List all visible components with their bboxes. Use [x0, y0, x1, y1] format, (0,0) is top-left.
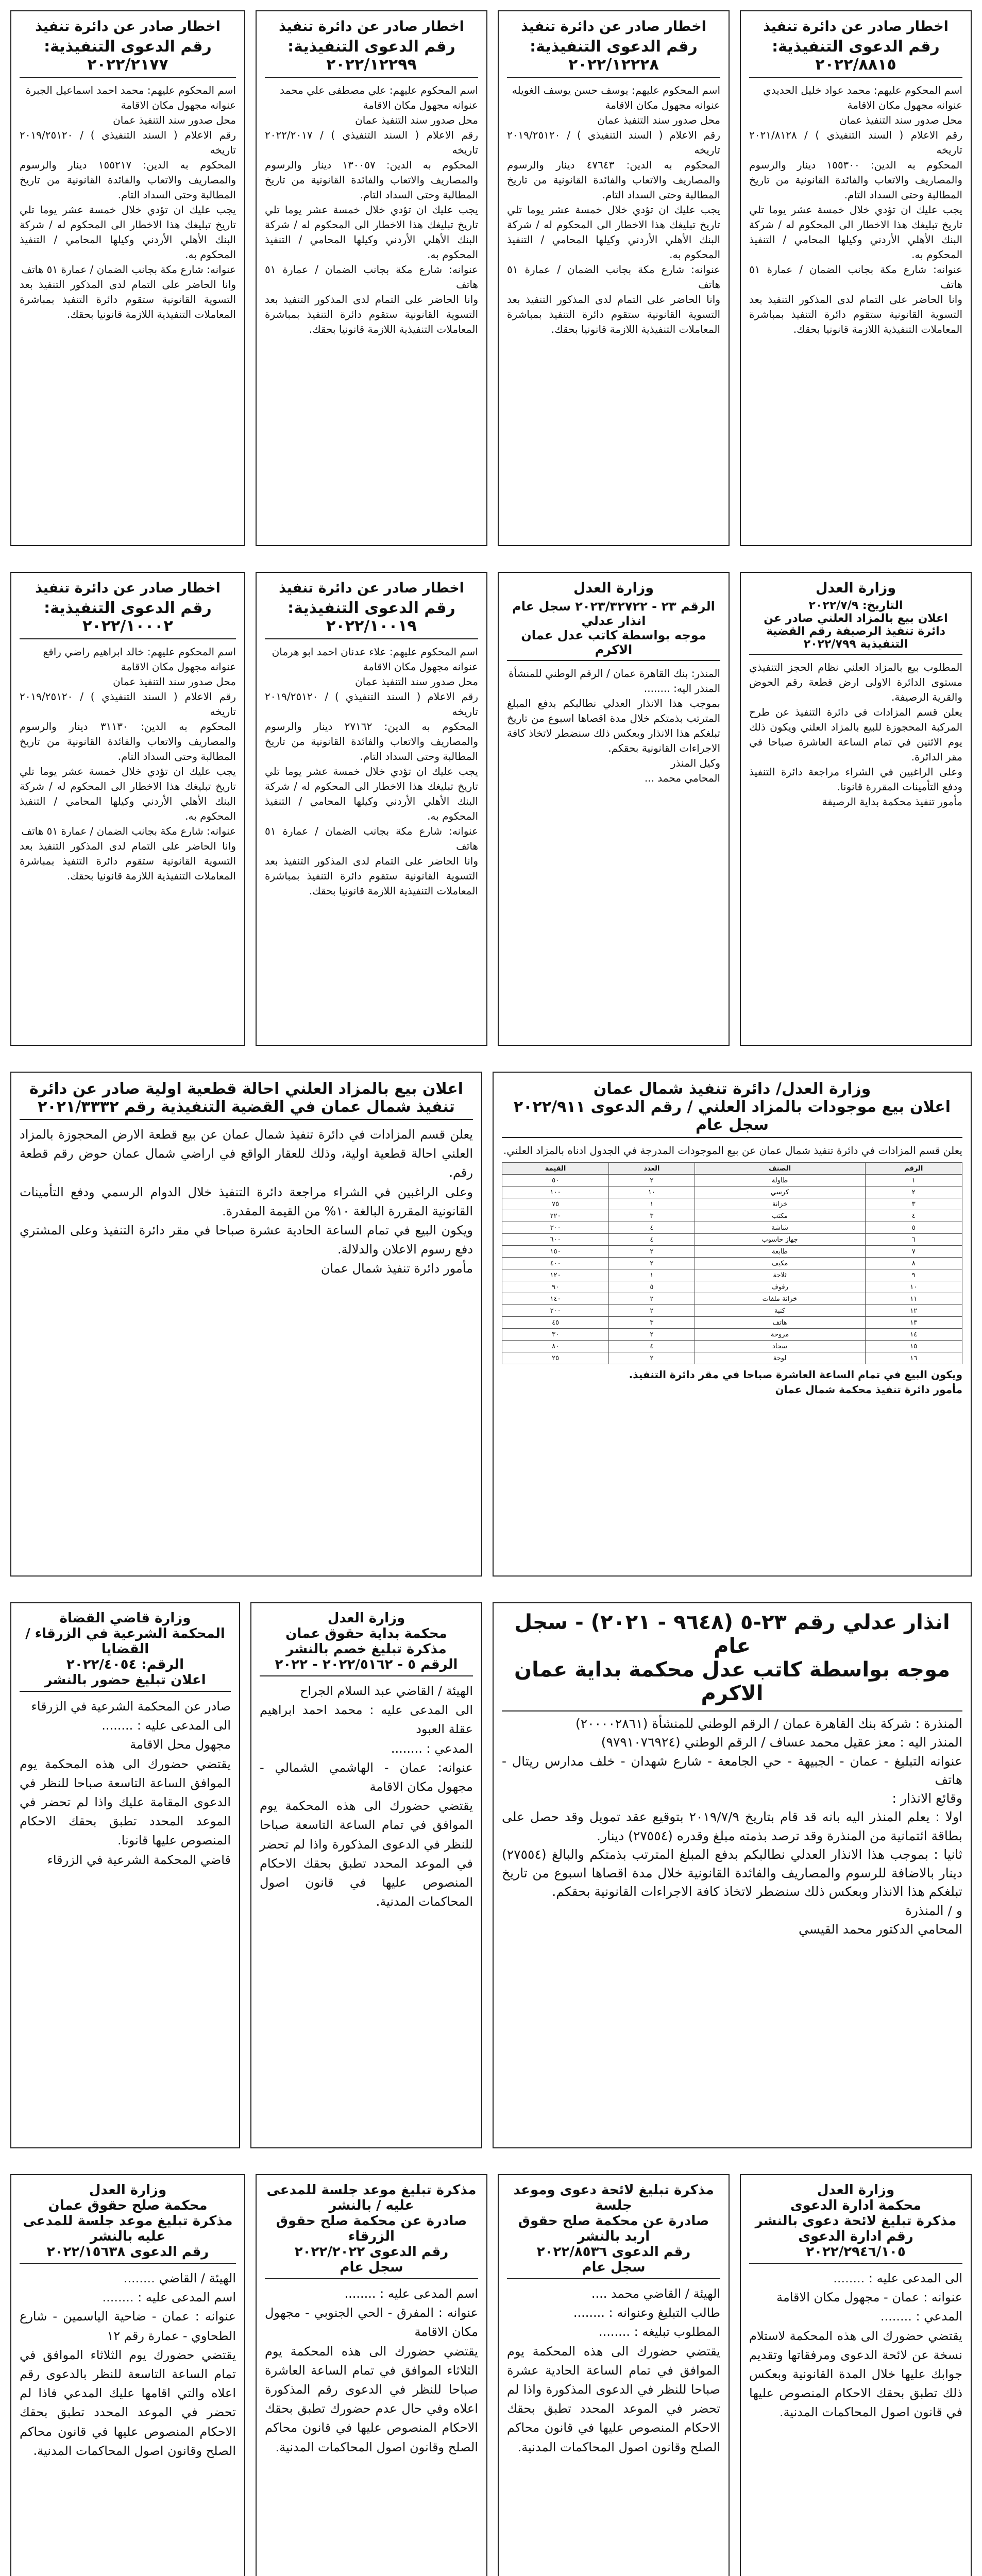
table-row — [502, 1198, 962, 1210]
table-header: العدد — [609, 1163, 695, 1175]
notice-title: وزارة العدل محكمة ادارة الدعوى مذكرة تبليغ لائحة دعوى بالنشر رقم ادارة الدعوى ٢٠٢٢/٢٩٤٦/١٠٥ — [749, 2182, 962, 2264]
table-row — [502, 1293, 962, 1305]
notice-title: وزارة العدل محكمة صلح حقوق عمان مذكرة تبليغ موعد جلسة للمدعى عليه بالنشر رقم الدعوى ٢٠٢٢/١٥٦٣٨ — [20, 2182, 236, 2264]
table-cell: سجاد — [695, 1341, 865, 1352]
table-cell: ٤ — [609, 1234, 695, 1246]
auction-footer: ويكون البيع في تمام الساعة العاشرة صباحا في مقر دائرة التنفيذ. مأمور دائرة تنفيذ محكمة شمال عمان — [629, 1368, 962, 1396]
table-cell: ٣٠ — [502, 1329, 609, 1341]
notice-r1-c4 — [10, 10, 245, 546]
table-cell: ٢٢٠ — [502, 1210, 609, 1222]
notice-r1-c1 — [740, 10, 972, 546]
table-cell: ٥٠ — [502, 1175, 609, 1187]
table-cell: ٢ — [609, 1293, 695, 1305]
table-cell: خزانة — [695, 1198, 865, 1210]
table-row — [502, 1210, 962, 1222]
table-header: القيمة — [502, 1163, 609, 1175]
table-cell: ١٥ — [865, 1341, 962, 1352]
notice-body: اسم المحكوم عليهم: علاء عدنان احمد ابو هرمان عنوانه مجهول مكان الاقامة محل صدور سند التنفيذ عمان رقم الاعلام ( السند التنفيذي ) / ٢٠١٩/٢٥١٢٠ تاريخه المحكوم به الدين: ٢٧١٦٢ دينار والرسوم والمصاريف والاتعاب والفائدة القانونية من تاريخ المطالبة وحتى السداد التام. يجب عليك ان تؤدي خلال خمسة عشر يوما تلي تاريخ تبليغك هذا الاخطار الى المحكوم له / شركة البنك الأهلي الأردني وكيلها المحامي / التنفيذ المحكوم به. عنوانه: شارع مكة بجانب الضمان / عمارة ٥١ هاتف وانا الحاضر على التمام لدى المذكور التنفيذ بعد التسوية القانونية ستقوم دائرة التنفيذ بمباشرة المعاملات التنفيذية اللازمة قانونيا بحقك. — [265, 646, 479, 897]
table-cell: ١٠ — [609, 1187, 695, 1198]
table-cell: مكتب — [695, 1210, 865, 1222]
table-cell: رفوف — [695, 1281, 865, 1293]
table-row — [502, 1352, 962, 1364]
table-cell: ١٠٠ — [502, 1187, 609, 1198]
notice-header: وزارة العدل — [815, 580, 896, 596]
notice-title: مذكرة تبليغ موعد جلسة للمدعى عليه / بالنشر صادرة عن محكمة صلح حقوق الزرقاء رقم الدعوى ٢٠٢٢/٢٠٢٢ سجل عام — [265, 2182, 478, 2279]
notice-body: الهيئة / القاضي محمد .... طالب التبليغ وعنوانه : ........ المطلوب تبليغه : ........ يقتضي حضورك الى هذه المحكمة يوم الموافق في تمام الساعة الحادية عشرة صباحا للنظر في الدعوى المذكورة واذا لم تحضر في الموعد المحدد تطبق بحقك الاحكام المنصوص عليها في قانون محاكم الصلح وقانون اصول المحاكمات المدنية. — [507, 2286, 720, 2454]
sharia-court-notice — [10, 1602, 240, 2148]
notice-title: رقم الدعوى التنفيذية: ٢٠٢٢/١٢٢٩٩ — [265, 38, 478, 78]
notice-body: اسم المدعى عليه : ........ عنوانه : المفرق - الحي الجنوبي - مجهول مكان الاقامة يقتضي حضورك الى هذه المحكمة يوم الثلاثاء الموافق في تمام الساعة العاشرة صباحا للنظر في الدعوى رقم المذكورة اعلاه وفي حال عدم حضورك تطبق بحقك الاحكام المنصوص عليها في قانون محاكم الصلح وقانون اصول المحاكمات المدنية. — [265, 2286, 478, 2454]
table-cell: ١٠ — [865, 1281, 962, 1293]
table-cell: ١٢ — [865, 1305, 962, 1317]
table-cell: كرسي — [695, 1187, 865, 1198]
table-cell: ١٤٠ — [502, 1293, 609, 1305]
warning-title: انذار عدلي رقم ٢٣-٥ (٩٦٤٨ - ٢٠٢١) - سجل عام موجه بواسطة كاتب عدل محكمة بداية عمان الاكرم — [502, 1611, 962, 1711]
table-cell: ٩ — [865, 1269, 962, 1281]
table-cell: ١ — [609, 1198, 695, 1210]
notice-r5-c2 — [498, 2174, 730, 2576]
notice-title: رقم الدعوى التنفيذية: ٢٠٢٢/١٠٠١٩ — [265, 599, 478, 639]
auction-title: وزارة العدل/ دائرة تنفيذ شمال عمان اعلان بيع موجودات بالمزاد العلني / رقم الدعوى ٢٠٢٢/٩١١ سجل عام — [502, 1080, 962, 1138]
notice-r2-c2 — [498, 572, 730, 1046]
notice-r5-c1 — [740, 2174, 972, 2576]
table-row — [502, 1305, 962, 1317]
notice-header: اخطار صادر عن دائرة تنفيذ — [35, 580, 221, 596]
table-cell: ٢ — [609, 1246, 695, 1258]
court-notice-mid — [250, 1602, 482, 2148]
table-cell: جهاز حاسوب — [695, 1234, 865, 1246]
table-row — [502, 1317, 962, 1329]
table-cell: ٤ — [609, 1222, 695, 1234]
table-cell: ١٦ — [865, 1352, 962, 1364]
court-title: وزارة العدل محكمة بداية حقوق عمان مذكرة تبليغ خصم بالنشر الرقم ٥ - ٢٠٢٢/٥١٦٢ - ٢٠٢٢ — [260, 1611, 473, 1676]
table-cell: ٢ — [609, 1175, 695, 1187]
notice-title: رقم الدعوى التنفيذية: ٢٠٢٢/٨٨١٥ — [749, 38, 962, 78]
table-header: الرقم — [865, 1163, 962, 1175]
notice-r2-c4 — [10, 572, 245, 1046]
table-cell: ٤ — [609, 1341, 695, 1352]
table-cell: ٢ — [865, 1187, 962, 1198]
notice-r1-c3 — [256, 10, 487, 546]
table-cell: ثلاجة — [695, 1269, 865, 1281]
notice-body: المطلوب بيع بالمزاد العلني نظام الحجز التنفيذي مستوى الدائرة الاولى ارض قطعة رقم الحوض والقرية الرصيفة. يعلن قسم المزادات في دائرة التنفيذ عن طرح المركبة المحجوزة للبيع بالمزاد العلني ويكون ذلك يوم الاثنين في تمام الساعة العاشرة صباحا في مقر الدائرة. وعلى الراغبين في الشراء مراجعة دائرة التنفيذ ودفع التأمينات المقررة قانونا. مأمور تنفيذ محكمة بداية الرصيفة — [749, 661, 962, 808]
table-cell: ٦ — [865, 1234, 962, 1246]
table-cell: ٨ — [865, 1258, 962, 1269]
table-cell: ١ — [865, 1175, 962, 1187]
notice-header: اخطار صادر عن دائرة تنفيذ — [521, 19, 706, 35]
table-cell: لوحة — [695, 1352, 865, 1364]
notice-body: اسم المحكوم عليهم: خالد ابراهيم راضي رافع عنوانه مجهول مكان الاقامة محل صدور سند التنفيذ عمان رقم الاعلام ( السند التنفيذي ) / ٢٠١٩/٢٥١٢٠ تاريخه المحكوم به الدين: ٣١١٣٠ دينار والرسوم والمصاريف والاتعاب والفائدة القانونية من تاريخ المطالبة وحتى السداد التام. يجب عليك ان تؤدي خلال خمسة عشر يوما تلي تاريخ تبليغك هذا الاخطار الى المحكوم له / شركة البنك الأهلي الأردني وكيلها المحامي / التنفيذ المحكوم به. عنوانه: شارع مكة بجانب الضمان / عمارة ٥١ هاتف وانا الحاضر على التمام لدى المذكور التنفيذ بعد التسوية القانونية ستقوم دائرة التنفيذ بمباشرة المعاملات التنفيذية اللازمة قانونيا بحقك. — [20, 646, 236, 882]
warning-body: المنذرة : شركة بنك القاهرة عمان / الرقم الوطني للمنشأة (٢٠٠٠٠٢٨٦١) المنذر اليه : معز عقيل محمد عساف / الرقم الوطني (٩٧٩١٠٧٦٩٢٤) عنوانه التبليغ - عمان - الجبيهة - حي الجامعة - شارع شهدان - خلف مدارس ريتال - هاتف وقائع الانذار : اولا : يعلم المنذر اليه بانه قد قام بتاريخ ٢٠١٩/٧/٩ بتوقيع عقد تمويل وقد حصل على بطاقة ائتمانية من المنذرة وقد ترصد بذمته مبلغ وقدره (٢٧٥٥٤) دينار. ثانيا : بموجب هذا الانذار العدلي نطالبكم بدفع المبلغ المترتب بذمتكم والبالغ (٢٧٥٥٤) دينار بالاضافة للرسوم والمصاريف والفائدة القانونية خلال مدة اقصاها اسبوع من تاريخ تبلغكم هذا الانذار وبعكس ذلك سنضطر لاتخاذ كافة الاجراءات القانونية بحقكم. و / المنذرة المحامي الدكتور محمد القيسي — [502, 1716, 963, 1937]
table-cell: مكيف — [695, 1258, 865, 1269]
legal-warning-notice — [493, 1602, 972, 2148]
table-cell: خزانة ملفات — [695, 1293, 865, 1305]
sharia-body: صادر عن المحكمة الشرعية في الزرقاء الى المدعى عليه : ........ مجهول محل الاقامة يقتضي حضورك الى هذه المحكمة يوم الموافق الساعة التاسعة صباحا للنظر في الدعوى المقامة عليك واذا لم تحضر في الموعد المحدد تطبق بحقك الاحكام المنصوص عليها قانونا. قاضي المحكمة الشرعية في الزرقاء — [20, 1699, 231, 1867]
table-row — [502, 1175, 962, 1187]
notice-header: اخطار صادر عن دائرة تنفيذ — [279, 19, 464, 35]
table-cell: ٣ — [609, 1317, 695, 1329]
table-cell: ١١ — [865, 1293, 962, 1305]
table-cell: ٥ — [865, 1222, 962, 1234]
table-cell: ٤ — [865, 1210, 962, 1222]
table-cell: ٩٠ — [502, 1281, 609, 1293]
table-cell: ٥ — [609, 1281, 695, 1293]
table-row — [502, 1222, 962, 1234]
table-cell: كنبة — [695, 1305, 865, 1317]
table-row — [502, 1329, 962, 1341]
notice-body: اسم المحكوم عليهم: يوسف حسن يوسف الغويله عنوانه مجهول مكان الاقامة محل صدور سند التنفيذ عمان رقم الاعلام ( السند التنفيذي ) / ٢٠١٩/٢٥١٢٠ تاريخه المحكوم به الدين: ٤٧٦٤٣ دينار والرسوم والمصاريف والاتعاب والفائدة القانونية من تاريخ المطالبة وحتى السداد التام. يجب عليك ان تؤدي خلال خمسة عشر يوما تلي تاريخ تبليغك هذا الاخطار الى المحكوم له / شركة البنك الأهلي الأردني وكيلها المحامي / التنفيذ المحكوم به. عنوانه: شارع مكة بجانب الضمان / عمارة ٥١ هاتف وانا الحاضر على التمام لدى المذكور التنفيذ بعد التسوية القانونية ستقوم دائرة التنفيذ بمباشرة المعاملات التنفيذية اللازمة قانونيا بحقك. — [507, 84, 721, 335]
notice-body: الى المدعى عليه : ........ عنوانه : عمان - مجهول مكان الاقامة المدعي : ........ يقتضي حضورك الى هذه المحكمة لاستلام نسخة عن لائحة الدعوى ومرفقاتها وتقديم جوابك عليها خلال المدة القانونية وبعكس ذلك تطبق بحقك الاحكام المنصوص عليها في قانون اصول المحاكمات المدنية. — [749, 2271, 962, 2420]
notice-r5-c4 — [10, 2174, 245, 2576]
notice-body: المنذر: بنك القاهرة عمان / الرقم الوطني للمنشأة المنذر اليه: ........ بموجب هذا الانذار العدلي نطالبكم بدفع المبلغ المترتب بذمتكم خلال مدة اقصاها اسبوع من تاريخ تبلغكم هذا الانذار وبعكس ذلك سنضطر لاتخاذ كافة الاجراءات القانونية بحقكم. وكيل المنذر المحامي محمد ... — [507, 667, 720, 784]
notice-r2-c1 — [740, 572, 972, 1046]
notice-r2-c3 — [256, 572, 487, 1046]
notice-body: اسم المحكوم عليهم: علي مصطفى علي محمد عنوانه مجهول مكان الاقامة محل صدور سند التنفيذ عمان رقم الاعلام ( السند التنفيذي ) / ٢٠٢٢/٢٠١٧ تاريخه المحكوم به الدين: ١٣٠٠٥٧ دينار والرسوم والمصاريف والاتعاب والفائدة القانونية من تاريخ المطالبة وحتى السداد التام. يجب عليك ان تؤدي خلال خمسة عشر يوما تلي تاريخ تبليغك هذا الاخطار الى المحكوم له / شركة البنك الأهلي الأردني وكيلها المحامي / التنفيذ المحكوم به. عنوانه: شارع مكة بجانب الضمان / عمارة ٥١ هاتف وانا الحاضر على التمام لدى المذكور التنفيذ بعد التسوية القانونية ستقوم دائرة التنفيذ بمباشرة المعاملات التنفيذية اللازمة قانونيا بحقك. — [265, 84, 478, 335]
table-cell: ٧ — [865, 1246, 962, 1258]
table-cell: ٢٥ — [502, 1352, 609, 1364]
table-row — [502, 1269, 962, 1281]
notice-title: رقم الدعوى التنفيذية: ٢٠٢٢/١٢٢٢٨ — [507, 38, 720, 78]
table-cell: هاتف — [695, 1317, 865, 1329]
table-cell: ٤٠٠ — [502, 1258, 609, 1269]
table-cell: ١ — [609, 1269, 695, 1281]
land-auction-notice — [10, 1072, 482, 1577]
notice-r1-c2 — [498, 10, 730, 546]
notice-title: التاريخ: ٢٠٢٢/٧/٩ اعلان بيع بالمزاد العلني صادر عن دائرة تنفيذ الرصيفة رقم القضية التنفيذية ٢٠٢٢/٧٩٩ — [749, 599, 962, 655]
table-cell: ١٤ — [865, 1329, 962, 1341]
notice-title: رقم الدعوى التنفيذية: ٢٠٢٢/١٠٠٠٢ — [20, 599, 236, 639]
table-cell: ٦٠٠ — [502, 1234, 609, 1246]
table-cell: ٢ — [609, 1258, 695, 1269]
notice-title: رقم الدعوى التنفيذية: ٢٠٢٢/٢١٧٧ — [20, 38, 236, 78]
table-cell: ٢ — [609, 1305, 695, 1317]
table-cell: طاولة — [695, 1175, 865, 1187]
notice-body: اسم المحكوم عليهم: محمد عواد خليل الحديدي عنوانه مجهول مكان الاقامة محل صدور سند التنفيذ عمان رقم الاعلام ( السند التنفيذي ) / ٢٠٢١/٨١٢٨ تاريخه المحكوم به الدين: ١٥٥٣٠٠ دينار والرسوم والمصاريف والاتعاب والفائدة القانونية من تاريخ المطالبة وحتى السداد التام. يجب عليك ان تؤدي خلال خمسة عشر يوما تلي تاريخ تبليغك هذا الاخطار الى المحكوم له / شركة البنك الأهلي الأردني وكيلها المحامي / التنفيذ المحكوم به. عنوانه: شارع مكة بجانب الضمان / عمارة ٥١ هاتف وانا الحاضر على التمام لدى المذكور التنفيذ بعد التسوية القانونية ستقوم دائرة التنفيذ بمباشرة المعاملات التنفيذية اللازمة قانونيا بحقك. — [749, 84, 962, 335]
table-cell: ٣ — [609, 1210, 695, 1222]
auction-assets-notice — [493, 1072, 972, 1577]
notice-r5-c3 — [256, 2174, 487, 2576]
table-row — [502, 1187, 962, 1198]
table-cell: ١٢٠ — [502, 1269, 609, 1281]
notice-title: الرقم ٢٣ - ٢٠٢٣/٣٢٧٢٢ سجل عام انذار عدلي موجه بواسطة كاتب عدل عمان الاكرم — [507, 599, 720, 661]
table-header: الصنف — [695, 1163, 865, 1175]
table-cell: ٢٠٠ — [502, 1305, 609, 1317]
table-cell: ٢ — [609, 1352, 695, 1364]
notice-header: اخطار صادر عن دائرة تنفيذ — [279, 580, 464, 596]
table-cell: ٧٥ — [502, 1198, 609, 1210]
table-row — [502, 1234, 962, 1246]
table-cell: شاشة — [695, 1222, 865, 1234]
table-cell: ٤٥ — [502, 1317, 609, 1329]
table-cell: ٣٠٠ — [502, 1222, 609, 1234]
notice-header: وزارة العدل — [573, 580, 654, 596]
notice-title: مذكرة تبليغ لائحة دعوى وموعد جلسة صادرة عن محكمة صلح حقوق اربد بالنشر رقم الدعوى ٢٠٢٢/٨٥٣٦ سجل عام — [507, 2182, 720, 2279]
table-cell: طابعة — [695, 1246, 865, 1258]
table-row — [502, 1258, 962, 1269]
land-auction-title: اعلان بيع بالمزاد العلني احالة قطعية اولية صادر عن دائرة تنفيذ شمال عمان في القضية التنفيذية رقم ٢٠٢١/٣٣٣٢ — [20, 1080, 473, 1120]
table-cell: ٨٠ — [502, 1341, 609, 1352]
table-cell: ٢ — [609, 1329, 695, 1341]
auction-table — [502, 1162, 962, 1364]
court-body: الهيئة / القاضي عبد السلام الجراح الى المدعى عليه : محمد احمد ابراهيم عقلة العبود المدعي : ........ عنوانه: عمان - الهاشمي الشمالي - مجهول مكان الاقامة يقتضي حضورك الى هذه المحكمة يوم الموافق في تمام الساعة التاسعة صباحا للنظر في الدعوى المذكورة واذا لم تحضر في الموعد المحدد تطبق بحقك الاحكام المنصوص عليها في قانون اصول المحاكمات المدنية. — [260, 1684, 473, 1909]
table-row — [502, 1246, 962, 1258]
notice-header: اخطار صادر عن دائرة تنفيذ — [763, 19, 949, 35]
notice-body: الهيئة / القاضي ........ اسم المدعى عليه : ........ عنوانه : عمان - ضاحية الياسمين - شارع الطحاوي - عمارة رقم ١٢ يقتضي حضورك يوم الثلاثاء الموافق في تمام الساعة التاسعة للنظر بالدعوى رقم اعلاه والتي اقامها عليك المدعي فاذا لم تحضر في الموعد المحدد تطبق بحقك الاحكام المنصوص عليها في قانون محاكم الصلح وقانون اصول المحاكمات المدنية. — [20, 2271, 236, 2458]
table-cell: ١٣ — [865, 1317, 962, 1329]
sharia-title: وزارة قاضي القضاة المحكمة الشرعية في الزرقاء / القضايا الرقم: ٢٠٢٢/٤٠٥٤ اعلان تبليغ حضور بالنشر — [20, 1611, 231, 1692]
table-row — [502, 1281, 962, 1293]
notice-body: اسم المحكوم عليهم: محمد احمد اسماعيل الجبرة عنوانه مجهول مكان الاقامة محل صدور سند التنفيذ عمان رقم الاعلام ( السند التنفيذي ) / ٢٠١٩/٢٥١٢٠ تاريخه المحكوم به الدين: ١٥٥٢١٧ دينار والرسوم والمصاريف والاتعاب والفائدة القانونية من تاريخ المطالبة وحتى السداد التام. يجب عليك ان تؤدي خلال خمسة عشر يوما تلي تاريخ تبليغك هذا الاخطار الى المحكوم له / شركة البنك الأهلي الأردني وكيلها المحامي / التنفيذ المحكوم به. عنوانه: شارع مكة بجانب الضمان / عمارة ٥١ هاتف وانا الحاضر على التمام لدى المذكور التنفيذ بعد التسوية القانونية ستقوم دائرة التنفيذ بمباشرة المعاملات التنفيذية اللازمة قانونيا بحقك. — [20, 84, 236, 320]
land-auction-body: يعلن قسم المزادات في دائرة تنفيذ شمال عمان عن بيع قطعة الارض المحجوزة بالمزاد العلني احالة قطعية اولية، وذلك للعقار الواقع في اراضي شمال عمان حوض رقم قطعة رقم. وعلى الراغبين في الشراء مراجعة دائرة التنفيذ خلال الدوام الرسمي ودفع التأمينات القانونية المقررة البالغة ١٠% من القيمة المقدرة. ويكون البيع في تمام الساعة الحادية عشرة صباحا في مقر دائرة التنفيذ وعلى المشتري دفع رسوم الاعلان والدلالة. مأمور دائرة تنفيذ شمال عمان — [20, 1127, 473, 1276]
notice-header: اخطار صادر عن دائرة تنفيذ — [35, 19, 221, 35]
table-cell: ١٥٠ — [502, 1246, 609, 1258]
table-cell: ٣ — [865, 1198, 962, 1210]
auction-intro: يعلن قسم المزادات في دائرة تنفيذ شمال عمان عن بيع الموجودات المدرجة في الجدول ادناه بالمزاد العلني. — [503, 1144, 962, 1157]
table-row — [502, 1341, 962, 1352]
table-cell: مروحة — [695, 1329, 865, 1341]
